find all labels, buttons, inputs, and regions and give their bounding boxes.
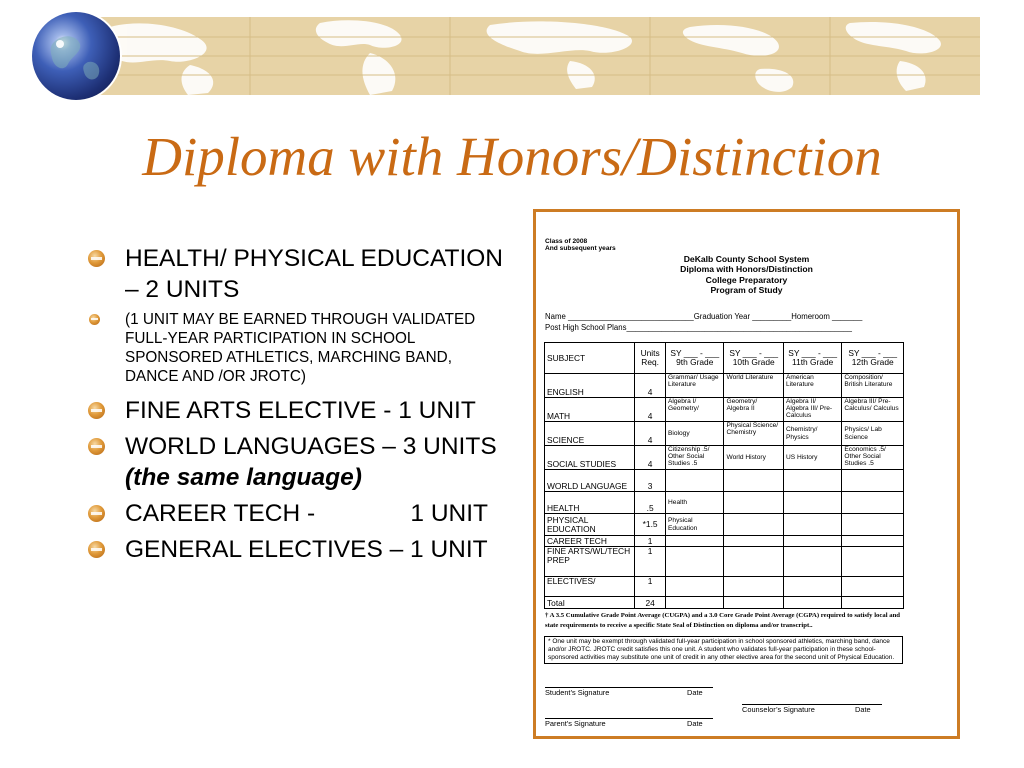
course-cell <box>842 492 904 514</box>
class-year: Class of 2008 <box>545 238 588 245</box>
page-title: Diploma with Honors/Distinction <box>142 126 882 187</box>
subject-cell: SOCIAL STUDIES <box>545 446 635 470</box>
course-cell: Geometry/ Algebra II <box>724 398 783 422</box>
subject-cell: FINE ARTS/WL/TECH PREP <box>545 547 635 577</box>
course-cell <box>666 470 724 492</box>
requirements-list <box>88 243 503 570</box>
course-cell <box>666 597 724 609</box>
list-item <box>88 498 503 529</box>
course-cell <box>842 547 904 577</box>
bullet-icon <box>88 438 105 455</box>
course-cell <box>666 577 724 597</box>
course-cell: Economics .5/ Other Social Studies .5 <box>842 446 904 470</box>
list-item-text: FINE ARTS ELECTIVE - 1 UNIT <box>125 397 476 424</box>
program-of-study-form <box>533 209 960 739</box>
form-heading <box>542 254 951 295</box>
course-cell <box>724 547 783 577</box>
course-cell <box>842 577 904 597</box>
course-cell: World Literature <box>724 374 783 398</box>
form-heading-line: College Preparatory <box>705 274 788 285</box>
course-cell <box>783 597 841 609</box>
table-row <box>545 470 904 492</box>
bullet-icon <box>88 505 105 522</box>
course-cell <box>842 597 904 609</box>
course-cell: Algebra I/ Geometry/ <box>666 398 724 422</box>
units-cell: *1.5 <box>635 514 666 536</box>
course-cell <box>666 536 724 547</box>
student-date-label: Date <box>687 688 703 697</box>
bullet-icon <box>89 314 100 325</box>
table-row <box>545 422 904 446</box>
course-cell <box>724 577 783 597</box>
table-row <box>545 446 904 470</box>
subject-cell: Total <box>545 597 635 609</box>
table-row <box>545 398 904 422</box>
subject-cell: ENGLISH <box>545 374 635 398</box>
list-subitem <box>88 310 503 386</box>
column-header: SY ___ - ___ 10th Grade <box>724 343 783 374</box>
course-cell: Chemistry/ Physics <box>783 422 841 446</box>
course-cell: Health <box>666 492 724 514</box>
course-cell: Citizenship .5/ Other Social Studies .5 <box>666 446 724 470</box>
course-cell: Physics/ Lab Science <box>842 422 904 446</box>
column-header: SUBJECT <box>545 343 635 374</box>
list-item <box>88 395 503 426</box>
class-subsequent: And subsequent years <box>545 245 616 252</box>
list-item-text: CAREER TECH - 1 UNIT <box>125 500 489 527</box>
course-cell <box>842 514 904 536</box>
subject-cell: SCIENCE <box>545 422 635 446</box>
units-cell: 3 <box>635 470 666 492</box>
list-item-text: WORLD LANGUAGES – 3 UNITS <box>125 433 497 460</box>
course-cell: American Literature <box>783 374 841 398</box>
table-header-row <box>545 343 904 374</box>
course-cell <box>783 470 841 492</box>
course-cell: Physical Science/ Chemistry <box>724 422 783 446</box>
subject-cell: CAREER TECH <box>545 536 635 547</box>
bullet-icon <box>88 402 105 419</box>
table-row <box>545 374 904 398</box>
units-cell: 1 <box>635 547 666 577</box>
course-cell <box>724 514 783 536</box>
form-heading-line: Diploma with Honors/Distinction <box>680 264 813 275</box>
list-item-emphasis: (the same language) <box>125 464 362 491</box>
course-cell: US History <box>783 446 841 470</box>
units-cell: .5 <box>635 492 666 514</box>
list-item <box>88 534 503 565</box>
course-cell <box>783 514 841 536</box>
post-high-school-line: Post High School Plans____________________________________________________ <box>545 323 852 332</box>
course-cell: Algebra III/ Pre-Calculus/ Calculus <box>842 398 904 422</box>
course-cell <box>724 492 783 514</box>
program-table <box>544 342 904 609</box>
course-cell <box>842 470 904 492</box>
subject-cell: PHYSICAL EDUCATION <box>545 514 635 536</box>
bullet-icon <box>88 250 105 267</box>
column-header: SY ___ - ___ 11th Grade <box>783 343 841 374</box>
table-row <box>545 547 904 577</box>
column-header: SY ___ - ___ 12th Grade <box>842 343 904 374</box>
list-item <box>88 243 503 305</box>
table-row <box>545 514 904 536</box>
course-cell: World History <box>724 446 783 470</box>
course-cell <box>783 492 841 514</box>
course-cell: Grammar/ Usage Literature <box>666 374 724 398</box>
units-cell: 1 <box>635 536 666 547</box>
counselor-date-label: Date <box>855 705 871 714</box>
course-cell: Physical Education <box>666 514 724 536</box>
form-heading-line: Program of Study <box>710 284 783 295</box>
course-cell: Composition/ British Literature <box>842 374 904 398</box>
bullet-icon <box>88 541 105 558</box>
course-cell <box>724 597 783 609</box>
gpa-footnote: † A 3.5 Cumulative Grade Point Average (CUGPA) and a 3.0 Core Grade Point Average (CGPA) required to satisfy local and state requirements to receive a specific State Seal of Distinction on diploma and/or transcript.. <box>545 612 901 629</box>
globe-icon <box>32 12 120 100</box>
counselor-signature-label: Counselor’s Signature <box>742 705 815 714</box>
form-class-label <box>545 238 616 252</box>
course-cell <box>783 577 841 597</box>
list-item-text: (1 UNIT MAY BE EARNED THROUGH VALIDATED FULL-YEAR PARTICIPATION IN SCHOOL SPONSORED ATHLETICS, MARCHING BAND, DANCE AND /OR JROTC) <box>125 311 476 385</box>
subject-cell: ELECTIVES/ <box>545 577 635 597</box>
table-row <box>545 536 904 547</box>
subject-cell: WORLD LANGUAGE <box>545 470 635 492</box>
course-cell <box>842 536 904 547</box>
table-row <box>545 492 904 514</box>
course-cell <box>783 536 841 547</box>
units-cell: 24 <box>635 597 666 609</box>
course-cell: Biology <box>666 422 724 446</box>
subject-cell: MATH <box>545 398 635 422</box>
student-signature-label: Student’s Signature <box>545 688 610 697</box>
units-cell: 4 <box>635 446 666 470</box>
world-map-banner <box>70 17 980 95</box>
course-cell <box>666 547 724 577</box>
pe-exemption-note: * One unit may be exempt through validated full-year participation in school sponsored athletics, marching band, dance and/or JROTC. JROTC credit satisfies this one unit. A student who validates full-year participation in these school-sponsored activities may substitute one unit of credit in any other elective area for the second unit of Physical Education. <box>544 636 903 664</box>
units-cell: 4 <box>635 398 666 422</box>
list-item <box>88 431 503 493</box>
name-line: Name _____________________________Graduation Year _________Homeroom _______ <box>545 312 863 321</box>
table-total-row <box>545 597 904 609</box>
units-cell: 1 <box>635 577 666 597</box>
column-header: Units Req. <box>635 343 666 374</box>
parent-signature-label: Parent’s Signature <box>545 719 606 728</box>
course-cell: Algebra II/ Algebra III/ Pre-Calculus <box>783 398 841 422</box>
list-item-text: HEALTH/ PHYSICAL EDUCATION – 2 UNITS <box>125 245 504 303</box>
course-cell <box>724 470 783 492</box>
course-cell <box>783 547 841 577</box>
form-heading-line: DeKalb County School System <box>683 254 810 264</box>
table-row <box>545 577 904 597</box>
units-cell: 4 <box>635 374 666 398</box>
subject-cell: HEALTH <box>545 492 635 514</box>
course-cell <box>724 536 783 547</box>
parent-date-label: Date <box>687 719 703 728</box>
units-cell: 4 <box>635 422 666 446</box>
column-header: SY ___ - ___ 9th Grade <box>666 343 724 374</box>
list-item-text: GENERAL ELECTIVES – 1 UNIT <box>125 536 488 563</box>
